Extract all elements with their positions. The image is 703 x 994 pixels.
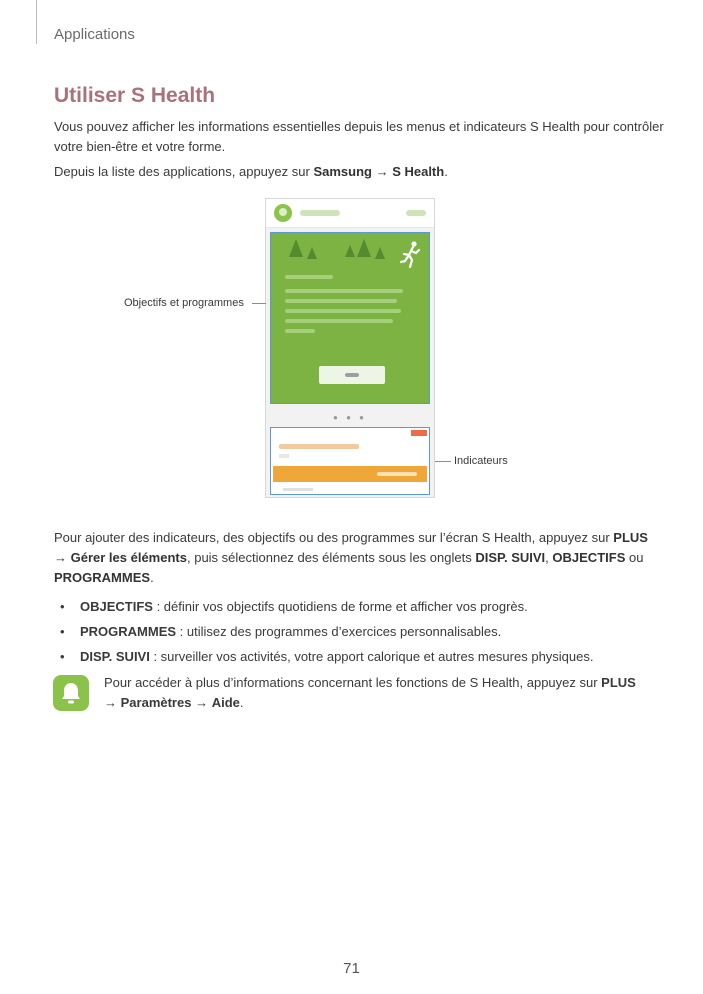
shealth-screenshot bbox=[265, 198, 435, 498]
callout-line-right bbox=[435, 461, 451, 462]
tracker-card bbox=[270, 427, 430, 495]
shealth-topbar bbox=[266, 199, 434, 228]
list-text: : surveiller vos activités, votre apport calorique et autres mesures physiques. bbox=[149, 649, 594, 664]
add-text: Pour ajouter des indicateurs, des objectifs ou des programmes sur l’écran S Health, appuyez sur bbox=[54, 530, 614, 545]
step-suffix: . bbox=[444, 164, 448, 179]
topbar-title-blur bbox=[300, 210, 340, 216]
bell-glyph-icon bbox=[60, 681, 82, 705]
list-item bbox=[54, 597, 674, 617]
topbar-action-blur bbox=[406, 210, 426, 216]
blurred-text bbox=[279, 444, 359, 449]
callout-indicators: Indicateurs bbox=[454, 455, 508, 467]
add-tab-goals: OBJECTIFS bbox=[552, 550, 626, 565]
note-period: . bbox=[239, 695, 244, 710]
note-arrow: → bbox=[191, 695, 212, 710]
note-plus: PLUS bbox=[601, 675, 636, 690]
page-indicator: ● ● ● bbox=[333, 413, 367, 422]
note-text: Pour accéder à plus d’informations concernant les fonctions de S Health, appuyez sur bbox=[104, 675, 602, 690]
callout-goals-programs: Objectifs et programmes bbox=[124, 297, 244, 309]
blurred-text bbox=[285, 289, 403, 293]
add-arrow: → bbox=[54, 550, 71, 565]
add-manage: Gérer les éléments bbox=[70, 550, 187, 565]
step-prefix: Depuis la liste des applications, appuyez sur bbox=[54, 164, 314, 179]
add-text: ou bbox=[625, 550, 644, 565]
page-title: Utiliser S Health bbox=[54, 84, 216, 107]
add-plus: PLUS bbox=[613, 530, 648, 545]
add-paragraph bbox=[54, 528, 664, 588]
goals-programs-card bbox=[270, 232, 430, 404]
list-term: PROGRAMMES bbox=[80, 624, 177, 639]
note-settings: Paramètres bbox=[120, 695, 192, 710]
blurred-text bbox=[285, 319, 393, 323]
blurred-text bbox=[285, 309, 401, 313]
step-paragraph bbox=[54, 162, 664, 182]
list-term: OBJECTIFS bbox=[80, 599, 153, 614]
add-period: . bbox=[150, 570, 154, 585]
goals-card-button[interactable] bbox=[319, 366, 385, 384]
note-arrow: → bbox=[104, 695, 121, 710]
note-paragraph bbox=[104, 673, 664, 713]
blurred-text bbox=[285, 329, 315, 333]
add-text: , puis sélectionnez des éléments sous les onglets bbox=[186, 550, 476, 565]
step-samsung: Samsung bbox=[313, 164, 372, 179]
list-text: : définir vos objectifs quotidiens de forme et afficher vos progrès. bbox=[152, 599, 528, 614]
tree-icon bbox=[307, 247, 317, 259]
runner-icon bbox=[399, 241, 423, 269]
tree-icon bbox=[345, 245, 355, 257]
tracker-card-bar[interactable] bbox=[273, 466, 427, 482]
list-item bbox=[54, 622, 674, 642]
blurred-text bbox=[283, 488, 313, 491]
bullet-icon: • bbox=[60, 649, 65, 664]
intro-paragraph: Vous pouvez afficher les informations essentielles depuis les menus et indicateurs S Health pour contrôler votre bien-être et votre forme. bbox=[54, 119, 664, 154]
add-sep: , bbox=[545, 550, 553, 565]
tree-icon bbox=[289, 239, 303, 257]
bullet-icon: • bbox=[60, 624, 65, 639]
blurred-text bbox=[279, 454, 289, 458]
note-help: Aide bbox=[211, 695, 240, 710]
bullet-icon: • bbox=[60, 599, 65, 614]
header-divider bbox=[36, 0, 37, 44]
blurred-text bbox=[285, 299, 397, 303]
callout-line-left bbox=[252, 303, 266, 304]
list-item bbox=[54, 647, 674, 667]
tree-icon bbox=[375, 247, 385, 259]
list-term: DISP. SUIVI bbox=[80, 649, 150, 664]
card-badge bbox=[411, 430, 427, 436]
add-tab-programs: PROGRAMMES bbox=[54, 570, 151, 585]
avatar bbox=[274, 204, 292, 222]
page-number: 71 bbox=[343, 960, 360, 977]
blurred-text bbox=[285, 275, 333, 279]
step-arrow: → bbox=[371, 164, 393, 179]
step-shealth: S Health bbox=[392, 164, 445, 179]
add-tab-tracker: DISP. SUIVI bbox=[475, 550, 546, 565]
bell-icon bbox=[53, 675, 89, 711]
tree-icon bbox=[357, 239, 371, 257]
tabs-list bbox=[54, 597, 674, 672]
section-header: Applications bbox=[54, 26, 135, 43]
list-text: : utilisez des programmes d’exercices personnalisables. bbox=[176, 624, 502, 639]
